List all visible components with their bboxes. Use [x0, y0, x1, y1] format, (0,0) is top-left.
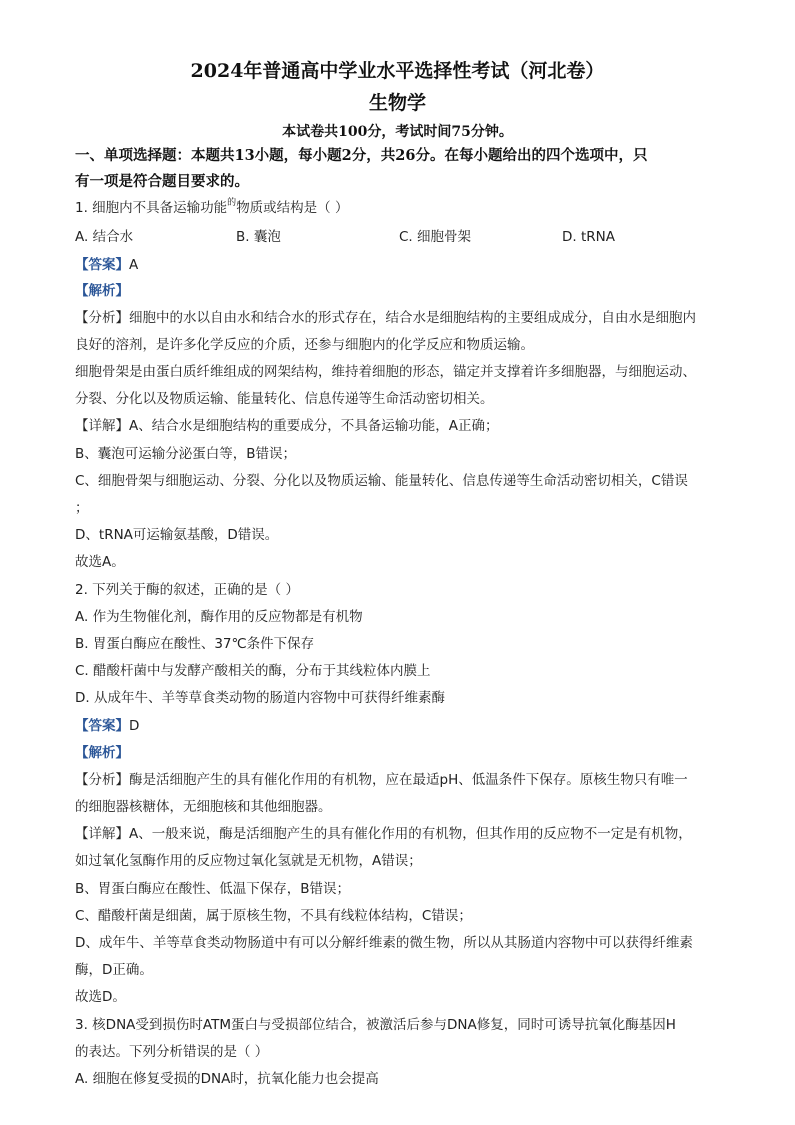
- q1-detail-line4: ；: [75, 500, 89, 516]
- q2-detail-line1: [75, 825, 692, 843]
- q1-fenxi-line2: 良好的溶剂，是许多化学反应的介质，还参与细胞内的化学反应和物质运输。: [75, 337, 534, 353]
- q2-option-b: B. 胃蛋白酶应在酸性、37℃条件下保存: [75, 636, 315, 652]
- q1-detail-line3: C、细胞骨架与细胞运动、分裂、分化以及物质运输、能量转化、信息传递等生命活动密切相关，C错误: [75, 473, 688, 489]
- q2-detail-line2: 如过氧化氢酶作用的反应物过氧化氢就是无机物，A错误；: [75, 853, 422, 869]
- q1-detail-line1: [75, 417, 498, 435]
- fenxi-tag: 【分析】: [75, 310, 129, 326]
- q2-fenxi-line2: 的细胞器核糖体，无细胞核和其他细胞器。: [75, 799, 332, 815]
- exam-info: 本试卷共100分，考试时间75分钟。: [282, 124, 513, 140]
- q1-option-b: B. 囊泡: [236, 229, 281, 245]
- q1-answer-value: A: [129, 257, 139, 273]
- exam-title: 2024年普通高中学业水平选择性考试（河北卷）: [190, 60, 605, 82]
- q1-stem-text-b: 物质或结构是（ ）: [236, 200, 349, 216]
- q1-answer: [75, 256, 138, 274]
- q2-detail-line4: C、醋酸杆菌是细菌，属于原核生物，不具有线粒体结构，C错误；: [75, 908, 472, 924]
- detail-tag: 【详解】: [75, 826, 129, 842]
- section-heading-line1: 一、单项选择题：本题共13小题，每小题2分，共26分。在每小题给出的四个选项中，只: [75, 147, 648, 164]
- q2-detail-text1: A、一般来说，酶是活细胞产生的具有催化作用的有机物，但其作用的反应物不一定是有机物，: [129, 826, 692, 842]
- q1-fenxi-text1: 细胞中的水以自由水和结合水的形式存在，结合水是细胞结构的主要组成成分，自由水是细胞内: [129, 310, 696, 326]
- q1-fenxi-line1: [75, 309, 696, 327]
- q2-detail-line5: D、成年牛、羊等草食类动物肠道中有可以分解纤维素的微生物，所以从其肠道内容物中可以获得纤维素: [75, 935, 693, 951]
- q1-stem-text-a: 1. 细胞内不具备运输功能: [75, 200, 228, 216]
- q3-stem-line2: 的表达。下列分析错误的是（ ）: [75, 1044, 269, 1060]
- q2-stem: 2. 下列关于酶的叙述，正确的是（ ）: [75, 582, 299, 598]
- q1-detail-text1: A、结合水是细胞结构的重要成分，不具备运输功能，A正确；: [129, 418, 499, 434]
- q1-fenxi-line3: 细胞骨架是由蛋白质纤维组成的网架结构，维持着细胞的形态，锚定并支撑着许多细胞器，与细胞运动、: [75, 364, 696, 380]
- q1-option-a: A. 结合水: [75, 229, 134, 245]
- q1-fenxi-line4: 分裂、分化以及物质运输、能量转化、信息传递等生命活动密切相关。: [75, 391, 494, 407]
- detail-tag: 【详解】: [75, 418, 129, 434]
- answer-tag: 【答案】: [75, 257, 129, 273]
- fenxi-tag: 【分析】: [75, 772, 129, 788]
- q1-detail-line2: B、囊泡可运输分泌蛋白等，B错误；: [75, 446, 297, 462]
- q2-fenxi-text1: 酶是活细胞产生的具有催化作用的有机物，应在最适pH、低温条件下保存。原核生物只有唯一: [129, 772, 688, 788]
- q3-stem-line1: 3. 核DNA受到损伤时ATM蛋白与受损部位结合，被激活后参与DNA修复，同时可诱导抗氧化酶基因H: [75, 1017, 676, 1033]
- q1-stem: [75, 199, 348, 219]
- q2-answer-value: D: [129, 718, 140, 734]
- q1-option-d: D. tRNA: [562, 229, 615, 245]
- q1-detail-line5: D、tRNA可运输氨基酸，D错误。: [75, 527, 279, 543]
- q2-answer: [75, 717, 139, 735]
- q2-option-a: A. 作为生物催化剂，酶作用的反应物都是有机物: [75, 609, 363, 625]
- subject-title: 生物学: [368, 92, 426, 114]
- q1-option-c: C. 细胞骨架: [399, 229, 472, 245]
- q1-stem-superscript: 的: [227, 198, 237, 208]
- q2-option-d: D. 从成年牛、羊等草食类动物的肠道内容物中可获得纤维素酶: [75, 690, 445, 706]
- q1-conclusion: 故选A。: [75, 554, 125, 570]
- q2-conclusion: 故选D。: [75, 989, 126, 1005]
- q2-detail-line3: B、胃蛋白酶应在酸性、低温下保存，B错误；: [75, 881, 351, 897]
- q2-detail-line6: 酶，D正确。: [75, 962, 153, 978]
- q2-option-c: C. 醋酸杆菌中与发酵产酸相关的酶，分布于其线粒体内膜上: [75, 663, 431, 679]
- q3-option-a: A. 细胞在修复受损的DNA时，抗氧化能力也会提高: [75, 1071, 379, 1087]
- section-heading-line2: 有一项是符合题目要求的。: [75, 173, 249, 190]
- answer-tag: 【答案】: [75, 718, 129, 734]
- q2-analysis-tag: 【解析】: [75, 745, 129, 761]
- q2-fenxi-line1: [75, 771, 688, 789]
- q1-analysis-tag: 【解析】: [75, 283, 129, 299]
